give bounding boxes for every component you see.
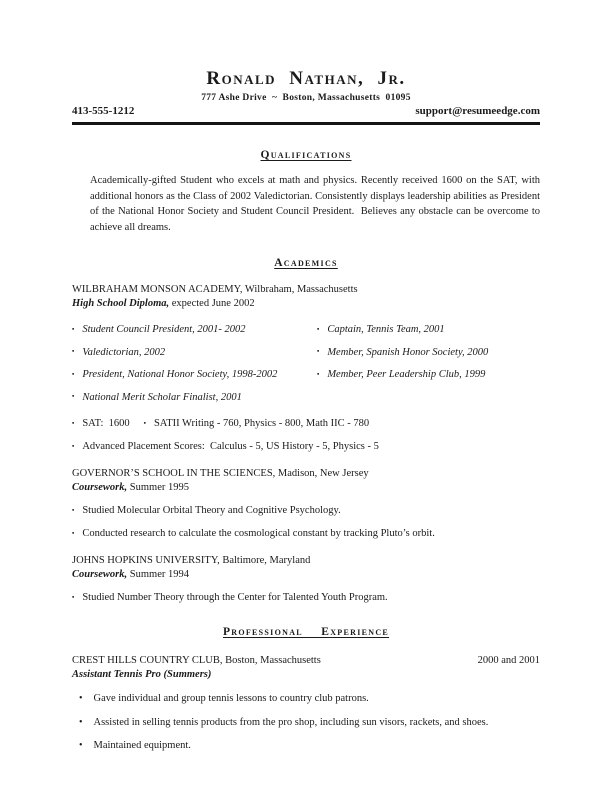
employer-name: CREST HILLS COUNTRY CLUB, Boston, Massachusetts	[72, 655, 321, 667]
list-item: ▪ Member, Peer Leadership Club, 1999	[317, 369, 486, 381]
square-bullet-icon: ▪	[72, 506, 75, 514]
coursework-line: Coursework, Summer 1995	[72, 482, 189, 494]
coursework-bullets	[72, 591, 540, 605]
experience-bullets	[72, 692, 540, 752]
degree-date: expected June 2002	[169, 298, 255, 310]
sat-score: SAT: 1600	[82, 418, 130, 430]
square-bullet-icon: ▪	[143, 419, 146, 427]
employer-block	[72, 654, 540, 752]
list-item: ▪ Student Council President, 2001- 2002	[72, 324, 246, 336]
list-item: ▪ National Merit Scholar Finalist, 2001	[72, 391, 242, 403]
list-item: ▪ Conducted research to calculate the cosmological constant by tracking Pluto’s orbit.	[72, 528, 435, 540]
school-governors	[72, 467, 540, 541]
list-item: • Gave individual and group tennis lessons to country club patrons.	[79, 693, 369, 705]
sat2-scores: SATII Writing - 760, Physics - 800, Math IIC - 780	[153, 418, 370, 430]
list-item: ▪ Captain, Tennis Team, 2001	[317, 324, 445, 336]
square-bullet-icon: ▪	[72, 348, 75, 356]
experience-heading: Professional Experience	[222, 626, 390, 639]
round-bullet-icon: •	[79, 716, 83, 728]
qualifications-heading: Qualifications	[260, 149, 352, 161]
qualifications-summary: Academically-gifted Student who excels at math and physics. Recently received 1600 on the SAT, with additional honors as the Class of 2002 Valedictorian. Consistently displays leadership abilities as President of the National Honor Society and Student Council President. Believes any obstacle can be overcome to achieve all dreams.	[90, 175, 543, 233]
square-bullet-icon: ▪	[72, 529, 75, 537]
square-bullet-icon: ▪	[317, 348, 320, 356]
sat-score-row	[72, 417, 540, 431]
degree-line	[72, 297, 540, 311]
ap-scores: Advanced Placement Scores: Calculus - 5, US History - 5, Physics - 5	[82, 441, 379, 453]
coursework-line: Coursework, Summer 1994	[72, 569, 189, 581]
square-bullet-icon: ▪	[72, 393, 75, 401]
square-bullet-icon: ▪	[72, 325, 75, 333]
email-address: support@resumeedge.com	[415, 105, 540, 117]
square-bullet-icon: ▪	[72, 370, 75, 378]
candidate-name: Ronald Nathan, Jr.	[206, 68, 406, 89]
academics-heading: Academics	[274, 257, 338, 270]
list-item: ▪ Studied Number Theory through the Center for Talented Youth Program.	[72, 592, 388, 604]
resume-header	[72, 68, 540, 125]
square-bullet-icon: ▪	[317, 325, 320, 333]
square-bullet-icon: ▪	[72, 593, 75, 601]
employment-dates: 2000 and 2001	[477, 655, 540, 667]
school-name-line: JOHNS HOPKINS UNIVERSITY, Baltimore, Maryland	[72, 555, 311, 567]
school-name-line: GOVERNOR’S SCHOOL IN THE SCIENCES, Madison, New Jersey	[72, 468, 369, 480]
employer-row	[72, 654, 540, 668]
contact-row	[72, 105, 540, 117]
square-bullet-icon: ▪	[72, 419, 75, 427]
header-divider-rule	[72, 122, 540, 125]
list-item: • Assisted in selling tennis products from the pro shop, including sun visors, rackets, and shoes.	[79, 716, 489, 728]
degree-title: High School Diploma,	[72, 298, 170, 310]
list-item: ▪ President, National Honor Society, 1998-2002	[72, 369, 278, 381]
list-item: ▪ Member, Spanish Honor Society, 2000	[317, 346, 489, 358]
school-johns-hopkins	[72, 554, 540, 605]
coursework-bullets	[72, 504, 540, 541]
honors-left-column	[72, 323, 320, 413]
phone-number: 413-555-1212	[72, 105, 135, 117]
test-scores	[72, 417, 540, 454]
ap-score-row	[72, 440, 540, 454]
list-item: ▪ Valedictorian, 2002	[72, 346, 166, 358]
job-title: Assistant Tennis Pro (Summers)	[72, 669, 212, 681]
round-bullet-icon: •	[79, 740, 83, 752]
square-bullet-icon: ▪	[317, 370, 320, 378]
school-wilbraham	[72, 283, 540, 311]
address-line: 777 Ashe Drive ~ Boston, Massachusetts 01095	[201, 93, 411, 103]
honors-right-column	[317, 323, 540, 413]
list-item: • Maintained equipment.	[79, 740, 191, 752]
round-bullet-icon: •	[79, 693, 83, 705]
honors-list	[72, 323, 540, 413]
square-bullet-icon: ▪	[72, 442, 75, 450]
school-name-line: WILBRAHAM MONSON ACADEMY, Wilbraham, Massachusetts	[72, 284, 358, 296]
list-item: ▪ Studied Molecular Orbital Theory and Cognitive Psychology.	[72, 505, 341, 517]
